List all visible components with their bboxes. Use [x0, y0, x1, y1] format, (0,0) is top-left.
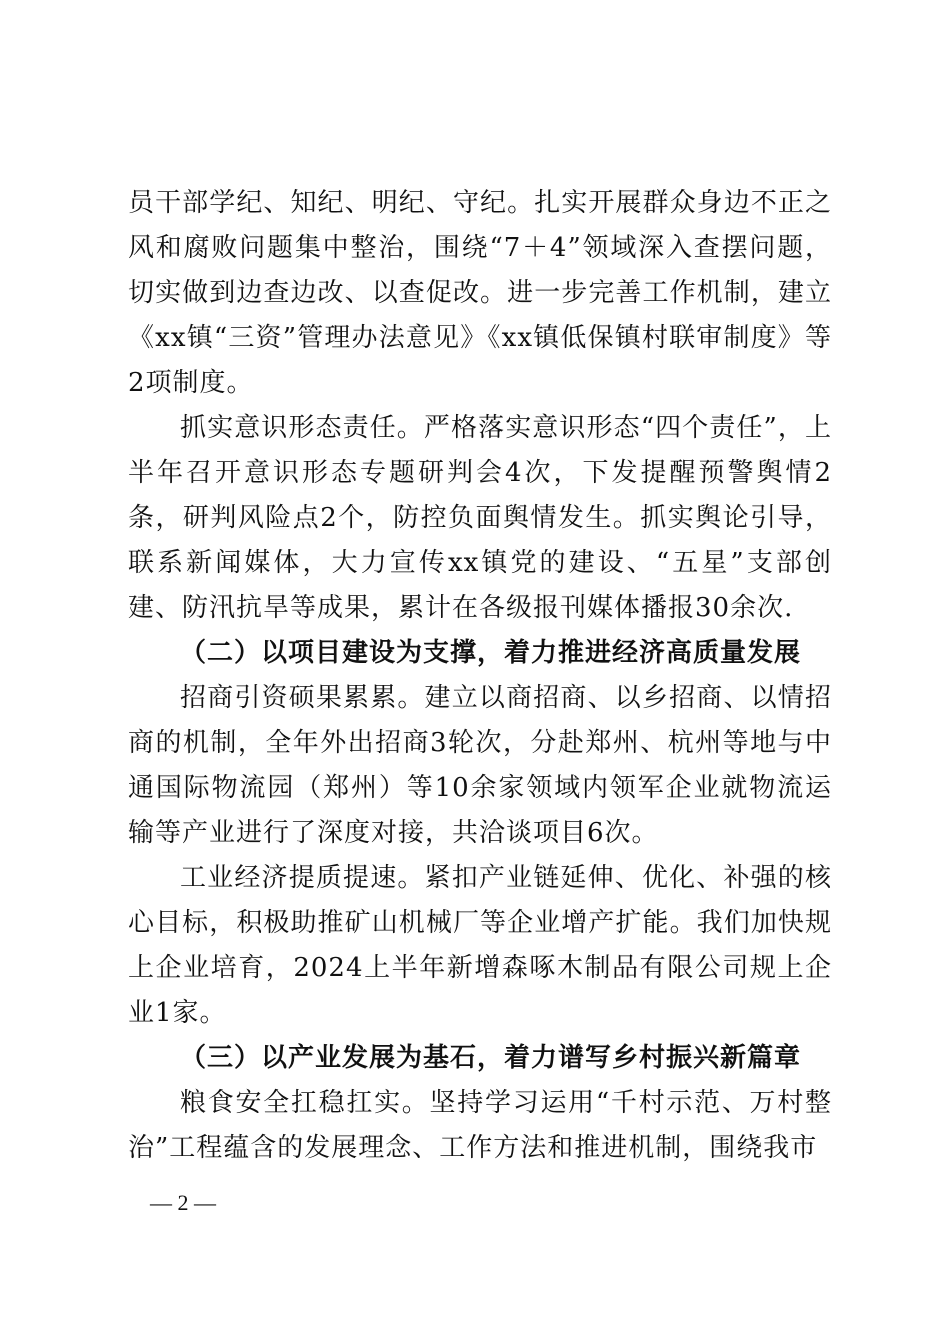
- paragraph-industry: 工业经济提质提速。紧扣产业链延伸、优化、补强的核心目标，积极助推矿山机械厂等企业增产扩能。我们加快规上企业培育，2024上半年新增森啄木制品有限公司规上企业1家。: [128, 863, 832, 1028]
- section-heading-3: （三）以产业发展为基石，着力谱写乡村振兴新篇章: [180, 1043, 802, 1073]
- paragraph-investment: 招商引资硕果累累。建立以商招商、以乡招商、以情招商的机制，全年外出招商3轮次，分赴郑州、杭州等地与中通国际物流园（郑州）等10余家领域内领军企业就物流运输等产业进行了深度对接，共洽谈项目6次。: [128, 683, 832, 848]
- section-heading-2: （二）以项目建设为支撑，着力推进经济高质量发展: [180, 638, 802, 668]
- paragraph-discipline: 员干部学纪、知纪、明纪、守纪。扎实开展群众身边不正之风和腐败问题集中整治，围绕“7＋4”领域深入查摆问题，切实做到边查边改、以查促改。进一步完善工作机制，建立《xx镇“三资”管理办法意见》《xx镇低保镇村联审制度》等2项制度。: [128, 188, 832, 398]
- paragraph-ideology: 抓实意识形态责任。严格落实意识形态“四个责任”，上半年召开意识形态专题研判会4次，下发提醒预警舆情2条，研判风险点2个，防控负面舆情发生。抓实舆论引导，联系新闻媒体，大力宣传xx镇党的建设、“五星”支部创建、防汛抗旱等成果，累计在各级报刊媒体播报30余次.: [128, 413, 832, 623]
- document-body: [128, 181, 832, 1171]
- page-number: — 2 —: [150, 1190, 216, 1215]
- paragraph-grain-security: 粮食安全扛稳扛实。坚持学习运用“千村示范、万村整治”工程蕴含的发展理念、工作方法和推进机制，围绕我市: [128, 1088, 832, 1163]
